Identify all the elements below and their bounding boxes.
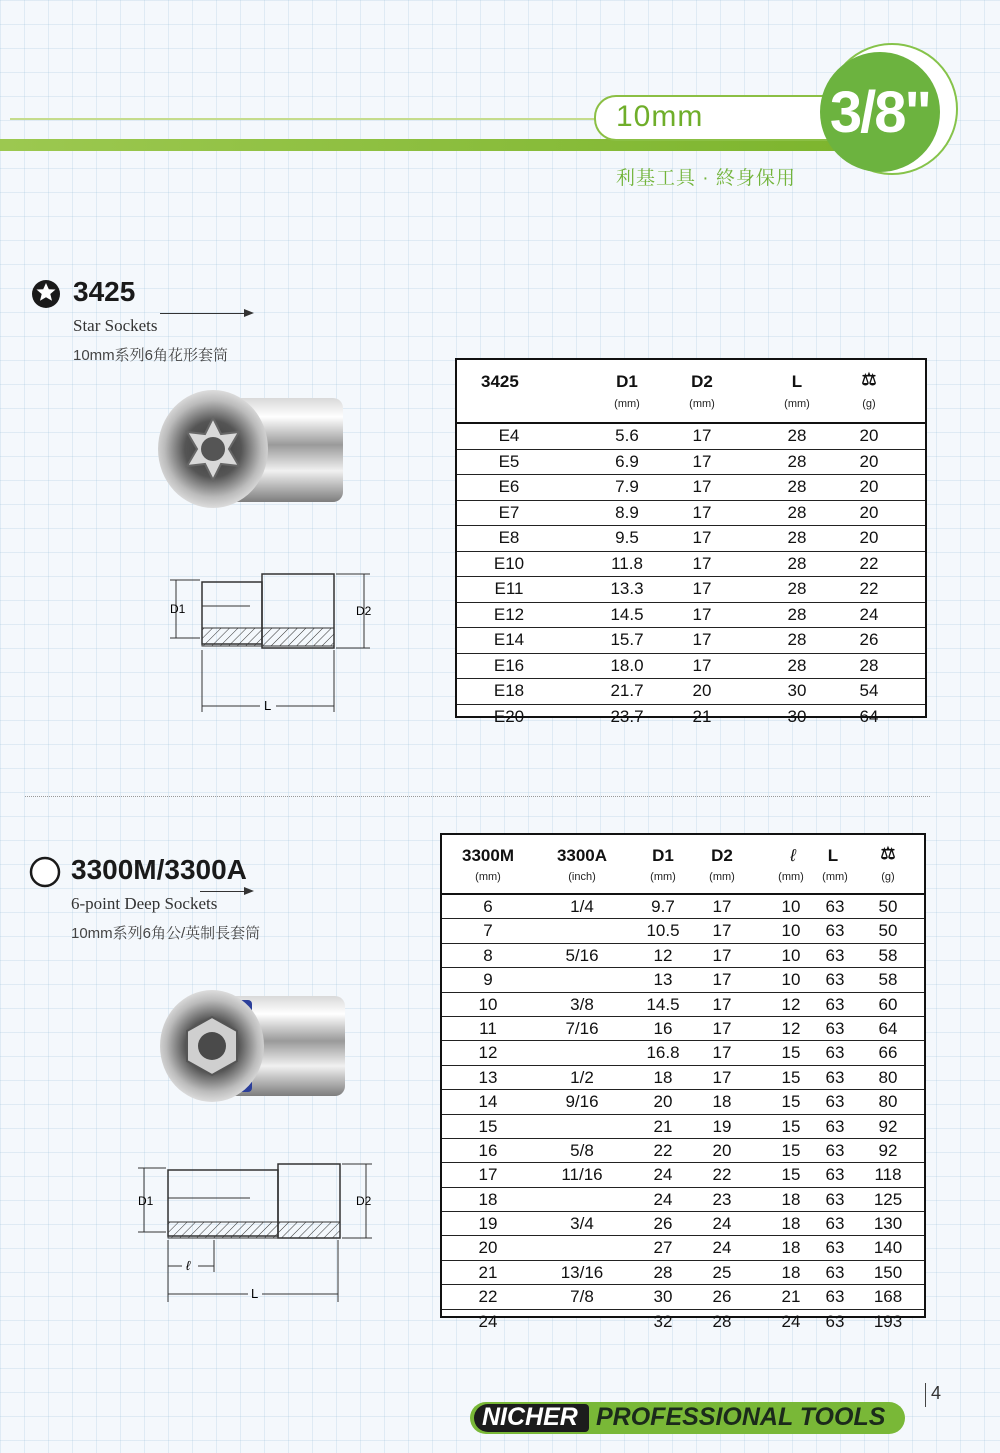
table-cell: 22 — [859, 579, 879, 598]
table-cell: 28 — [787, 502, 807, 522]
column-header: L — [791, 372, 803, 391]
table-row — [442, 1139, 924, 1163]
table-cell: E16 — [493, 655, 525, 675]
column-unit: (mm) — [689, 398, 715, 410]
table-cell: 17 — [712, 1018, 732, 1038]
table-row — [457, 526, 925, 552]
diagram-label: ℓ — [186, 1258, 191, 1273]
table-cell: 28 — [787, 553, 807, 573]
table-cell: 63 — [825, 921, 845, 941]
table-cell: 92 — [878, 1140, 898, 1160]
table-row — [457, 501, 925, 527]
table-cell: 8 — [483, 945, 493, 965]
table-cell: 20 — [859, 477, 879, 496]
table-cell: 17 — [712, 945, 732, 965]
star-socket-image — [158, 390, 348, 510]
table-cell: 15 — [781, 1043, 801, 1063]
table-cell: 13 — [478, 1067, 498, 1087]
deep-socket-image — [160, 990, 350, 1102]
table-cell: 28 — [653, 1262, 673, 1282]
table-cell: 6.9 — [615, 451, 639, 471]
column-header: D1 — [652, 846, 674, 865]
table-cell: 11.8 — [611, 553, 643, 573]
table-row — [442, 1163, 924, 1187]
table-cell: 26 — [653, 1214, 673, 1234]
table-cell: 5/8 — [570, 1140, 594, 1160]
table-cell: 12 — [478, 1043, 498, 1063]
table-cell: 22 — [478, 1287, 498, 1307]
page-number-rule — [925, 1383, 926, 1407]
table-cell: 9 — [483, 970, 493, 990]
table-row — [442, 1310, 924, 1333]
table-cell: 63 — [825, 945, 845, 965]
table-cell: 17 — [712, 994, 732, 1014]
diagram-label: L — [264, 698, 272, 713]
column-header: 3300M — [462, 846, 514, 865]
column-header: D2 — [711, 846, 733, 865]
table-cell: 13.3 — [610, 579, 644, 598]
table-cell: 24 — [653, 1189, 673, 1209]
series-label: 10mm — [616, 100, 704, 133]
table-cell: E6 — [498, 477, 520, 496]
table-cell: 5/16 — [565, 945, 599, 965]
table-cell: 28 — [787, 528, 807, 547]
table-cell: 28 — [787, 451, 807, 471]
column-header: D2 — [691, 372, 713, 391]
table-cell: 11/16 — [561, 1165, 603, 1185]
column-header: L — [827, 846, 839, 865]
table-cell: 1/4 — [570, 897, 594, 916]
column-unit: (mm) — [475, 871, 501, 883]
diagram-label: D1 — [170, 602, 186, 616]
table-cell: E5 — [498, 451, 520, 471]
table-cell: 63 — [825, 1092, 845, 1112]
table-row — [457, 679, 925, 705]
table-cell: 18 — [712, 1092, 732, 1112]
table-cell: 1/2 — [570, 1067, 594, 1087]
column-unit: (mm) — [709, 871, 735, 883]
table-cell: 12 — [781, 994, 801, 1014]
table-cell: 12 — [781, 1018, 801, 1038]
section-subtitle-cn: 10mm系列6角花形套筒 — [73, 347, 229, 364]
table-cell: 7/8 — [570, 1287, 594, 1307]
table-cell: 20 — [859, 502, 879, 522]
table-cell: 21 — [653, 1116, 673, 1136]
table-row — [457, 552, 925, 578]
table-cell: 15 — [781, 1140, 801, 1160]
table-cell: 20 — [712, 1140, 732, 1160]
table-cell: E8 — [498, 528, 520, 547]
table-row — [442, 1236, 924, 1260]
table-cell: 18.0 — [610, 655, 644, 675]
diagram-label: L — [251, 1286, 259, 1301]
table-cell: 10.5 — [646, 921, 680, 941]
table-cell: E7 — [498, 502, 520, 522]
table-row — [442, 1041, 924, 1065]
table-cell: 64 — [878, 1018, 898, 1038]
table-cell: 17 — [692, 426, 712, 445]
table-cell: 12 — [653, 945, 673, 965]
table-cell: 63 — [825, 1116, 845, 1136]
table-cell: 24 — [781, 1311, 801, 1331]
table-cell: 6 — [483, 897, 493, 916]
table-cell: E4 — [498, 426, 520, 445]
table-cell: 150 — [873, 1262, 903, 1282]
table-row — [442, 1090, 924, 1114]
deep-socket-drawing — [130, 1160, 380, 1310]
table-cell: 21.7 — [610, 681, 644, 700]
table-cell: 80 — [878, 1092, 898, 1112]
table-cell: 125 — [873, 1189, 903, 1209]
table-cell: 26 — [859, 630, 879, 649]
table-cell: 63 — [825, 1287, 845, 1307]
table-cell: 140 — [873, 1238, 903, 1258]
table-cell: 54 — [859, 681, 879, 700]
column-unit: (g) — [881, 871, 895, 883]
table-row — [442, 1017, 924, 1041]
table-cell: 17 — [692, 502, 712, 522]
section-divider — [25, 796, 930, 797]
table-cell: 28 — [712, 1311, 732, 1331]
column-unit: (mm) — [778, 871, 804, 883]
table-cell: 22 — [653, 1140, 673, 1160]
table-cell: 11 — [479, 1018, 497, 1038]
table-row — [442, 895, 924, 919]
table-row — [442, 1066, 924, 1090]
table-cell: 15 — [781, 1165, 801, 1185]
table-cell: 17 — [692, 655, 712, 675]
table-cell: 22 — [712, 1165, 732, 1185]
table-cell: 168 — [873, 1287, 903, 1307]
table-cell: 9.7 — [651, 897, 675, 916]
table-cell: 17 — [712, 1067, 732, 1087]
table-cell: 24 — [653, 1165, 673, 1185]
table-cell: 63 — [825, 1214, 845, 1234]
table-cell: E10 — [493, 553, 525, 573]
table-row — [457, 450, 925, 476]
table-cell: 21 — [692, 706, 712, 726]
section-subtitle-cn: 10mm系列6角公/英制長套筒 — [71, 925, 261, 942]
table-cell: 28 — [787, 655, 807, 675]
table-cell: 28 — [787, 579, 807, 598]
table-body — [457, 424, 925, 729]
table-cell: 18 — [781, 1238, 801, 1258]
table-cell: 8.9 — [615, 502, 639, 522]
table-cell: 63 — [825, 1238, 845, 1258]
table-row — [442, 1261, 924, 1285]
slogan: 利基工具 · 終身保用 — [616, 168, 796, 189]
table-row — [457, 628, 925, 654]
table-cell: 13 — [653, 970, 673, 990]
table-row — [442, 993, 924, 1017]
table-row — [457, 475, 925, 501]
weight-icon: ⚖ — [861, 370, 877, 389]
table-cell: 66 — [878, 1043, 898, 1063]
star-icon — [31, 279, 61, 314]
table-cell: 58 — [878, 945, 898, 965]
table-cell: E18 — [493, 681, 525, 700]
table-cell: 20 — [653, 1092, 673, 1112]
table-cell: 28 — [787, 426, 807, 445]
table-cell: 32 — [653, 1311, 673, 1331]
column-unit: (inch) — [568, 871, 596, 883]
table-cell: 17 — [478, 1165, 498, 1185]
table-cell: 18 — [653, 1067, 673, 1087]
table-cell: 17 — [712, 970, 732, 990]
table-row — [457, 654, 925, 680]
table-cell: 10 — [781, 921, 801, 941]
arrow-icon — [244, 887, 254, 895]
table-cell: 63 — [825, 970, 845, 990]
column-header: D1 — [616, 372, 638, 391]
section-title: 3300M/3300A — [71, 854, 247, 885]
table-row — [442, 919, 924, 943]
table-cell: 92 — [878, 1116, 898, 1136]
drive-size: 3/8" — [829, 79, 931, 145]
table-cell: 63 — [825, 1140, 845, 1160]
table-cell: 28 — [787, 477, 807, 496]
table-cell: 20 — [478, 1238, 498, 1258]
table-cell: 20 — [692, 681, 712, 700]
table-cell: 24 — [859, 604, 879, 624]
arrow-line — [200, 891, 244, 892]
column-unit: (mm) — [650, 871, 676, 883]
table-cell: 17 — [692, 528, 712, 547]
table-cell: 10 — [478, 994, 498, 1014]
table-row — [457, 577, 925, 603]
table-cell: 21 — [478, 1262, 498, 1282]
table-cell: 15 — [478, 1116, 498, 1136]
table-cell: 130 — [873, 1214, 903, 1234]
table-cell: 28 — [859, 655, 879, 675]
table-cell: 15 — [781, 1067, 801, 1087]
table-cell: 30 — [653, 1287, 673, 1307]
table-cell: 5.6 — [615, 426, 639, 445]
spec-table-3300 — [440, 833, 926, 1331]
table-cell: 24 — [712, 1238, 732, 1258]
table-cell: 20 — [859, 528, 879, 547]
table-cell: 10 — [781, 897, 801, 916]
column-unit: (mm) — [784, 398, 810, 410]
table-cell: 25 — [712, 1262, 732, 1282]
table-cell: 16 — [653, 1018, 673, 1038]
table-cell: 14.5 — [610, 604, 644, 624]
table-cell: 17 — [692, 630, 712, 649]
section-subtitle-en: 6-point Deep Sockets — [71, 894, 218, 913]
table-cell: 63 — [825, 897, 845, 916]
table-cell: 63 — [825, 1189, 845, 1209]
table-cell: 9/16 — [565, 1092, 599, 1112]
table-cell: 63 — [825, 1018, 845, 1038]
column-unit: (mm) — [614, 398, 640, 410]
table-cell: 19 — [712, 1116, 732, 1136]
table-cell: 21 — [781, 1287, 801, 1307]
column-unit: (mm) — [822, 871, 848, 883]
table-row — [442, 1212, 924, 1236]
table-cell: 10 — [781, 945, 801, 965]
table-cell: 17 — [692, 579, 712, 598]
table-body — [442, 895, 924, 1333]
table-row — [442, 1285, 924, 1309]
table-cell: 50 — [878, 921, 898, 941]
table-cell: 193 — [873, 1311, 903, 1331]
table-cell: 15 — [781, 1092, 801, 1112]
table-cell: 18 — [781, 1189, 801, 1209]
table-cell: 63 — [825, 1043, 845, 1063]
column-header: 3425 — [481, 372, 519, 391]
table-row — [457, 424, 925, 450]
arrow-icon — [244, 309, 254, 317]
table-cell: 30 — [787, 681, 807, 700]
table-cell: 63 — [825, 1067, 845, 1087]
table-cell: 27 — [653, 1238, 673, 1258]
table-cell: 23.7 — [610, 706, 644, 726]
brand-name: NICHER — [482, 1403, 578, 1431]
table-row — [442, 944, 924, 968]
table-cell: 28 — [787, 604, 807, 624]
table-cell: 17 — [712, 921, 732, 941]
diagram-label: D2 — [356, 1194, 372, 1208]
table-row — [442, 1188, 924, 1212]
table-cell: E14 — [493, 630, 525, 649]
table-cell: 10 — [781, 970, 801, 990]
table-cell: 15 — [781, 1116, 801, 1136]
table-cell: 20 — [859, 426, 879, 445]
table-cell: 23 — [712, 1189, 732, 1209]
diagram-label: D2 — [356, 604, 372, 618]
section-title: 3425 — [73, 276, 136, 307]
diagram-label: D1 — [138, 1194, 154, 1208]
header-rule — [10, 118, 600, 120]
table-cell: E11 — [494, 579, 524, 598]
hexagon-icon — [29, 856, 61, 893]
table-cell: 14.5 — [646, 994, 680, 1014]
table-cell: 118 — [874, 1165, 902, 1185]
table-cell: 63 — [825, 1311, 845, 1331]
column-header: 3300A — [556, 846, 608, 865]
table-row — [442, 1115, 924, 1139]
weight-icon: ⚖ — [880, 844, 896, 863]
table-cell: 18 — [781, 1214, 801, 1234]
table-cell: 16 — [478, 1140, 498, 1160]
table-header — [442, 835, 924, 895]
table-cell: 58 — [878, 970, 898, 990]
table-cell: 63 — [825, 994, 845, 1014]
table-cell: 14 — [478, 1092, 498, 1112]
spec-table-3425 — [455, 358, 927, 726]
table-cell: 7/16 — [565, 1018, 599, 1038]
table-cell: 9.5 — [615, 528, 639, 547]
table-cell: E20 — [493, 706, 525, 726]
table-cell: 24 — [712, 1214, 732, 1234]
table-cell: 64 — [859, 706, 879, 726]
table-cell: 30 — [787, 706, 807, 726]
table-cell: 3/8 — [570, 994, 594, 1014]
table-cell: 63 — [825, 1165, 845, 1185]
table-row — [457, 603, 925, 629]
brand-tagline: PROFESSIONAL TOOLS — [596, 1403, 886, 1431]
table-cell: 19 — [478, 1214, 498, 1234]
table-cell: 15.7 — [610, 630, 644, 649]
section-subtitle-en: Star Sockets — [73, 316, 158, 335]
table-cell: 17 — [712, 897, 732, 916]
table-cell: 80 — [878, 1067, 898, 1087]
table-cell: 20 — [859, 451, 879, 471]
table-cell: 17 — [692, 477, 712, 496]
arrow-line — [160, 313, 244, 314]
table-cell: 16.8 — [646, 1043, 680, 1063]
star-socket-drawing — [160, 570, 380, 720]
table-cell: 17 — [692, 451, 712, 471]
table-cell: 18 — [781, 1262, 801, 1282]
drive-badge — [820, 52, 940, 172]
table-header — [457, 360, 925, 424]
table-cell: 7 — [483, 921, 493, 941]
table-cell: 13/16 — [560, 1262, 604, 1282]
table-cell: 63 — [825, 1262, 845, 1282]
table-cell: 22 — [859, 553, 879, 573]
table-cell: E12 — [493, 604, 525, 624]
table-cell: 17 — [692, 604, 712, 624]
table-cell: 50 — [878, 897, 898, 916]
column-unit: (g) — [862, 398, 876, 410]
table-row — [457, 705, 925, 730]
table-cell: 28 — [787, 630, 807, 649]
table-cell: 7.9 — [615, 477, 639, 496]
table-cell: 24 — [478, 1311, 498, 1331]
table-cell: 3/4 — [570, 1214, 594, 1234]
table-cell: 26 — [712, 1287, 732, 1307]
page-number: 4 — [931, 1383, 942, 1403]
table-cell: 18 — [478, 1189, 498, 1209]
table-row — [442, 968, 924, 992]
column-header: ℓ — [790, 846, 796, 865]
table-cell: 17 — [692, 553, 712, 573]
table-cell: 17 — [712, 1043, 732, 1063]
table-cell: 60 — [878, 994, 898, 1014]
